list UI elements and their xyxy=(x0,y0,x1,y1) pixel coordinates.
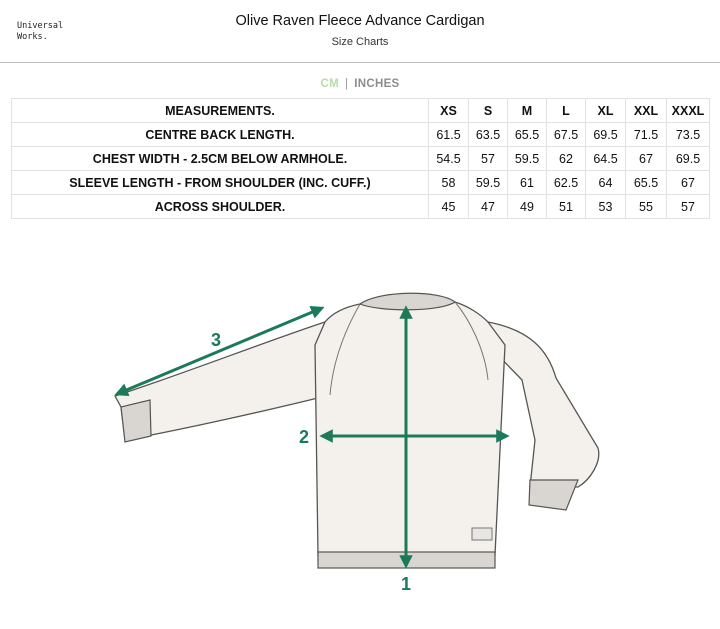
size-chart-table xyxy=(11,98,710,219)
table-row xyxy=(12,123,710,147)
sleeve-marker: 3 xyxy=(210,330,222,350)
table-cell: 63.5 xyxy=(469,123,508,147)
garment-measurement-diagram xyxy=(0,280,720,629)
table-cell: 65.5 xyxy=(626,171,667,195)
table-cell: 57 xyxy=(469,147,508,171)
table-cell: 55 xyxy=(626,195,667,219)
table-cell: 49 xyxy=(508,195,547,219)
page-subtitle: Size Charts xyxy=(331,36,389,48)
collar-shape xyxy=(360,293,455,310)
table-cell: 58 xyxy=(429,171,469,195)
table-cell: 47 xyxy=(469,195,508,219)
table-row xyxy=(12,171,710,195)
table-cell: 64 xyxy=(586,171,626,195)
table-cell: 64.5 xyxy=(586,147,626,171)
chest-marker: 2 xyxy=(298,427,310,447)
table-header-row xyxy=(12,99,710,123)
table-cell: 59.5 xyxy=(508,147,547,171)
size-header: XL xyxy=(586,99,626,123)
row-label: CHEST WIDTH - 2.5CM BELOW ARMHOLE. xyxy=(12,147,429,171)
body-shape xyxy=(315,302,505,555)
table-cell: 69.5 xyxy=(667,147,710,171)
table-cell: 67 xyxy=(667,171,710,195)
table-cell: 59.5 xyxy=(469,171,508,195)
table-cell: 57 xyxy=(667,195,710,219)
size-header: L xyxy=(547,99,586,123)
page-title: Olive Raven Fleece Advance Cardigan xyxy=(235,13,485,29)
unit-cm-button[interactable]: CM xyxy=(320,78,339,90)
size-header: XXXL xyxy=(667,99,710,123)
row-label: ACROSS SHOULDER. xyxy=(12,195,429,219)
length-marker: 1 xyxy=(400,574,412,594)
unit-inches-button[interactable]: INCHES xyxy=(354,78,400,90)
table-cell: 65.5 xyxy=(508,123,547,147)
table-cell: 62.5 xyxy=(547,171,586,195)
left-cuff-shape xyxy=(121,400,151,442)
table-row xyxy=(12,147,710,171)
brand-logo[interactable]: Universal Works. xyxy=(17,21,64,42)
table-cell: 71.5 xyxy=(626,123,667,147)
table-cell: 61.5 xyxy=(429,123,469,147)
table-cell: 61 xyxy=(508,171,547,195)
label-patch xyxy=(472,528,492,540)
table-cell: 62 xyxy=(547,147,586,171)
unit-separator: | xyxy=(344,78,349,90)
table-cell: 45 xyxy=(429,195,469,219)
size-header: M xyxy=(508,99,547,123)
table-cell: 54.5 xyxy=(429,147,469,171)
right-cuff-shape xyxy=(529,480,578,510)
table-cell: 51 xyxy=(547,195,586,219)
table-cell: 73.5 xyxy=(667,123,710,147)
header-divider xyxy=(0,62,720,63)
table-cell: 67 xyxy=(626,147,667,171)
table-cell: 69.5 xyxy=(586,123,626,147)
unit-toggle xyxy=(0,78,720,90)
table-cell: 53 xyxy=(586,195,626,219)
table-cell: 67.5 xyxy=(547,123,586,147)
row-label: CENTRE BACK LENGTH. xyxy=(12,123,429,147)
header-measurements: MEASUREMENTS. xyxy=(12,99,429,123)
row-label: SLEEVE LENGTH - FROM SHOULDER (INC. CUFF.) xyxy=(12,171,429,195)
size-header: XS xyxy=(429,99,469,123)
size-header: S xyxy=(469,99,508,123)
table-row xyxy=(12,195,710,219)
size-header: XXL xyxy=(626,99,667,123)
